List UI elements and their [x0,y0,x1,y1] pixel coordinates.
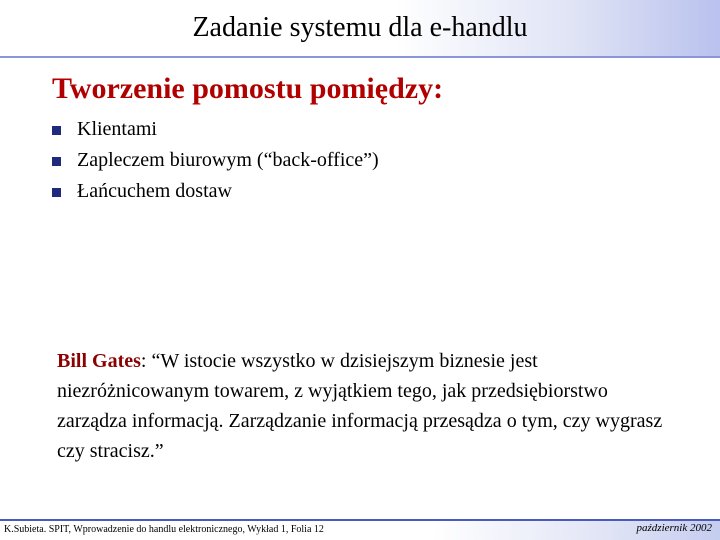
square-bullet-icon [52,188,61,197]
bullet-list [52,114,379,207]
bullet-text: Łańcuchem dostaw [77,180,232,202]
bullet-item [52,145,379,176]
quote-text: “W istocie wszystko w dzisiejszym biznesie jest niezróżnicowanym towarem, z wyjątkiem tego, jak przedsiębiorstwo zarządza informacją. Zarządzanie informacją przesądza o tym, czy wygrasz czy stracisz.” [57,350,663,462]
footer-date: październik 2002 [636,522,712,534]
square-bullet-icon [52,126,61,135]
quote-separator: : [140,350,152,372]
quote-author: Bill Gates [57,350,141,372]
slide-header [0,0,720,58]
bullet-text: Klientami [77,118,157,140]
footer-citation: K.Subieta. SPIT, Wprowadzenie do handlu elektronicznego, Wykład 1, Folia 12 [4,524,324,535]
bullet-text: Zapleczem biurowym (“back-office”) [77,149,379,171]
section-heading: Tworzenie pomostu pomiędzy: [52,72,444,105]
slide-title: Zadanie systemu dla e-handlu [192,12,528,43]
bullet-item [52,176,379,207]
quote-block [57,346,677,466]
bullet-item [52,114,379,145]
square-bullet-icon [52,157,61,166]
